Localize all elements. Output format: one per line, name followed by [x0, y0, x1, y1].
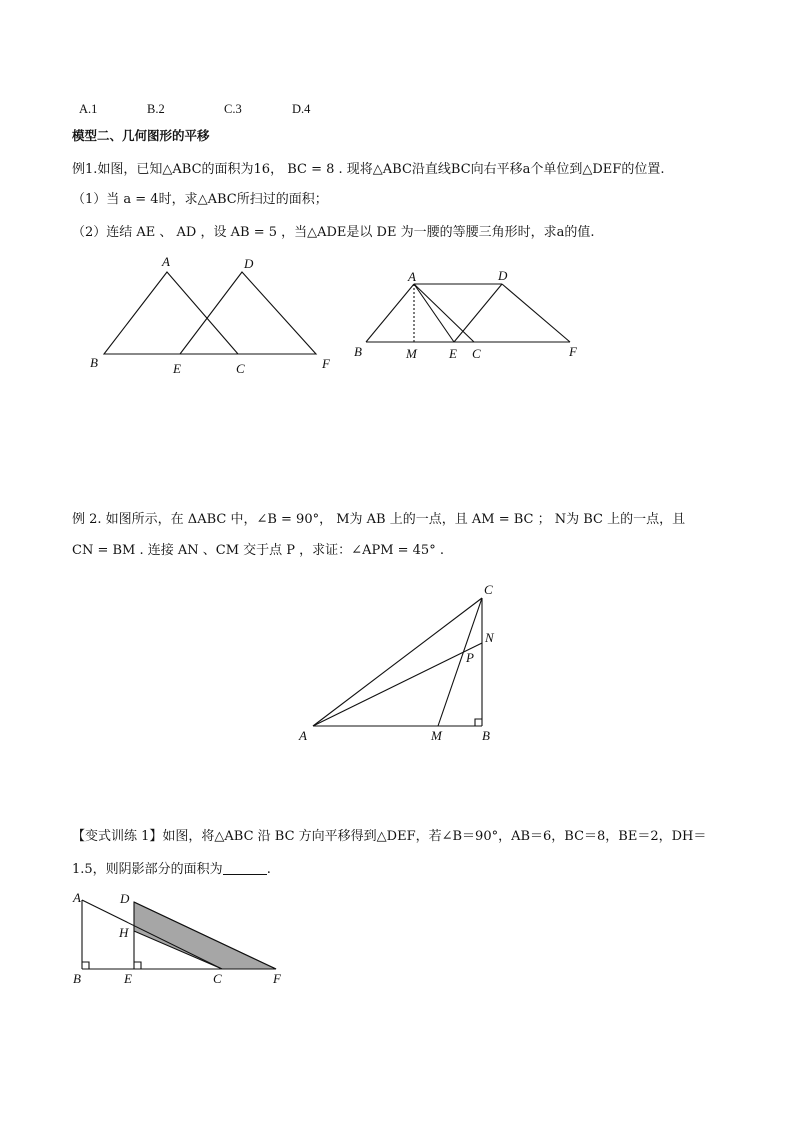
ex2-label-p: P — [466, 650, 474, 665]
ex3-line2-prefix: 1.5，则阴影部分的面积为 — [72, 862, 223, 877]
ex2-label-a: A — [299, 728, 307, 743]
fig1-label-a: A — [162, 254, 170, 269]
ex3-label-a: A — [73, 890, 81, 905]
ex3-label-f: F — [273, 971, 281, 986]
fig2-label-d: D — [498, 268, 508, 283]
fig2-label-c: C — [472, 346, 481, 361]
ex1-line2: （1）当 a = 4时，求△ABC所扫过的面积； — [72, 192, 328, 207]
ex2-label-c: C — [484, 582, 493, 597]
fig2-label-a: A — [408, 269, 416, 284]
ex1-line3: （2）连结 AE 、 AD ，设 AB = 5 ，当△ADE是以 DE 为一腰的等腰三角形时，求a的值. — [72, 225, 595, 240]
fig1-label-d: D — [244, 256, 254, 271]
option-c: C.3 — [224, 102, 242, 116]
fig2-label-m: M — [406, 346, 417, 361]
fig2-label-f: F — [569, 344, 577, 359]
option-d: D.4 — [292, 102, 311, 116]
ex3-label-d: D — [120, 891, 130, 906]
ex3-line2-suffix: . — [266, 862, 271, 877]
fig1-label-e: E — [173, 361, 181, 376]
ex3-label-c: C — [213, 971, 222, 986]
ex3-line1: 【变式训练 1】如图，将△ABC 沿 BC 方向平移得到△DEF，若∠B＝90°，AB＝6，BC＝8，BE＝2，DH＝ — [72, 829, 707, 844]
ex2-line1: 例 2. 如图所示，在 ΔABC 中，∠B = 90°， M为 AB 上的一点，且 AM = BC ； N为 BC 上的一点，且 — [72, 512, 686, 527]
fig1-label-b: B — [90, 355, 98, 370]
ex1-line1: 例1.如图，已知△ABC的面积为16， BC = 8 . 现将△ABC沿直线BC向右平移a个单位到△DEF的位置. — [72, 162, 665, 177]
ex3-label-h: H — [119, 925, 129, 940]
fig1-label-c: C — [236, 361, 245, 376]
option-b: B.2 — [147, 102, 165, 116]
fig1-label-f: F — [322, 356, 330, 371]
section-title: 模型二、几何图形的平移 — [72, 128, 210, 143]
ex2-label-n: N — [485, 630, 494, 645]
ex2-label-b: B — [482, 728, 490, 743]
fig2-label-e: E — [449, 346, 457, 361]
ex2-label-m: M — [431, 728, 442, 743]
ex3-label-b: B — [73, 971, 81, 986]
fig2-label-b: B — [354, 344, 362, 359]
ex2-line2: CN = BM . 连接 AN 、CM 交于点 P ，求证：∠APM = 45° . — [72, 543, 444, 558]
option-a: A.1 — [79, 102, 98, 116]
ex3-label-e: E — [124, 971, 132, 986]
